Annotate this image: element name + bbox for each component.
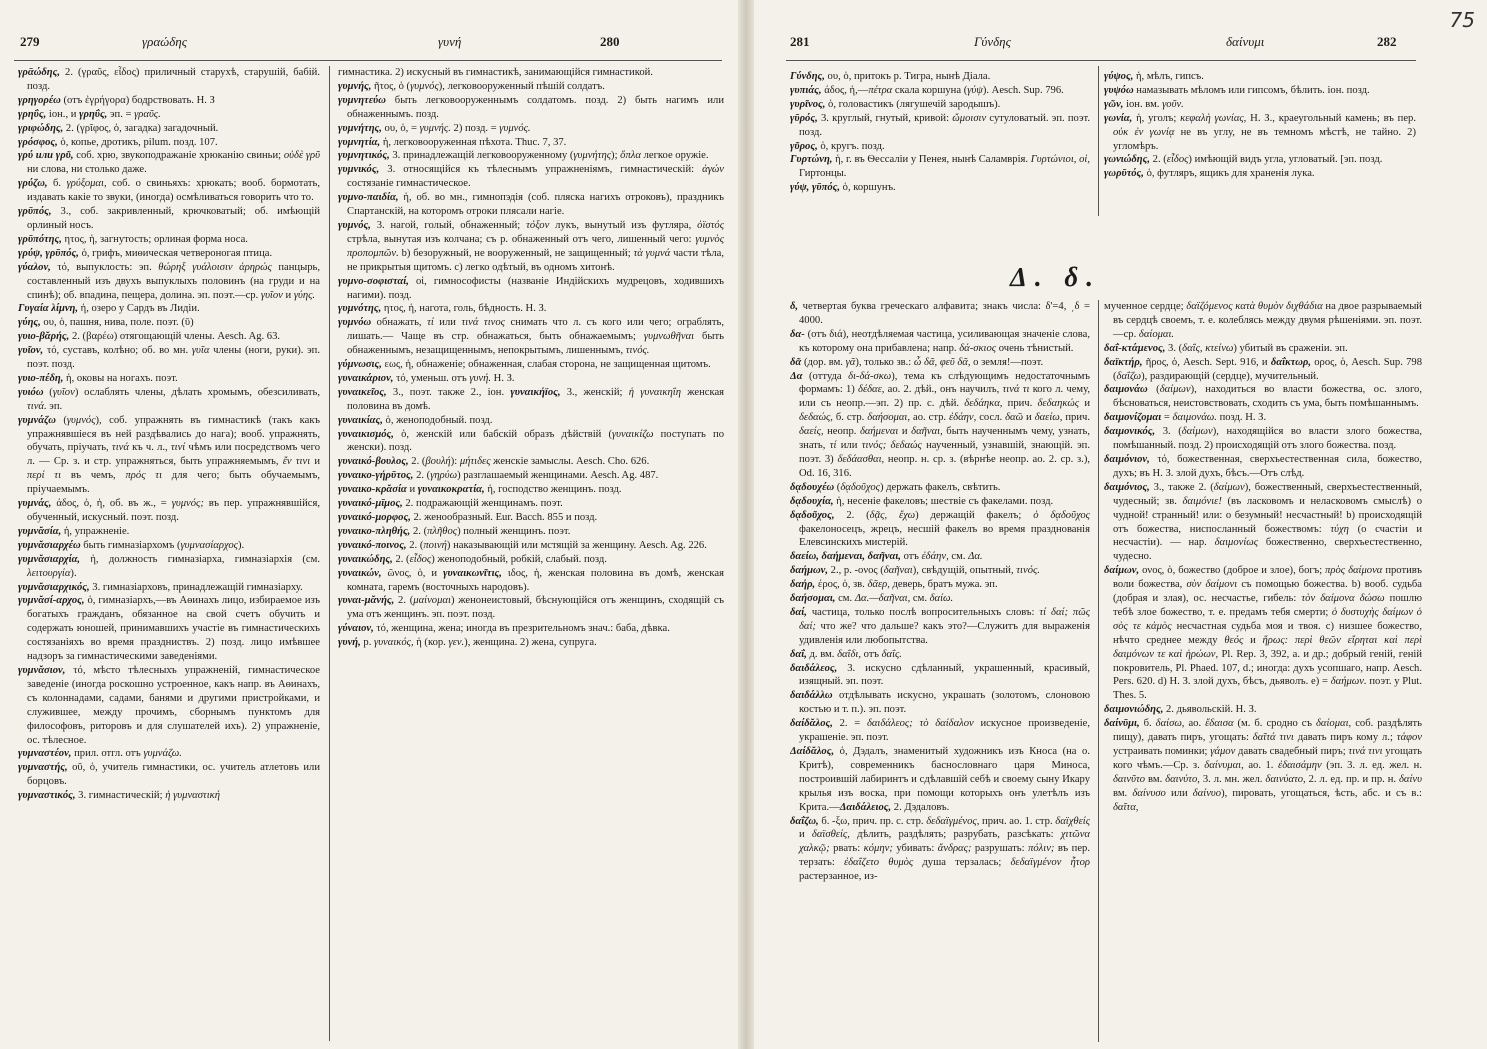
dictionary-entry: γυμναστής, οῦ, ὁ, учитель гимнастики, ос. учитель атлетовъ или борцовъ. bbox=[18, 762, 320, 788]
dictionary-entry: γυμνός, 3. нагой, голый, обнаженный; τόξον лукъ, вынутый изъ футляра, ὀϊστός стрѣла, вынутая изъ колчана; съ р. обнаженный отъ чего, лишенный чего: γυμνὸς προπομπῶν. b) безоружный, не вооруженный, не защищенный; τὰ γυμνά части тѣла, не прикрытыя щитомъ. c) легко одѣтый, въ одномъ хитонѣ. bbox=[338, 219, 724, 273]
dictionary-entry: Δαίδᾰλος, ὁ, Дэдалъ, знаменитый художникъ изъ Кноса (на о. Критѣ), современникъ баснословнаго царя Миноса, построившій лабиринтъ и сдѣлавшій себѣ и своему сыну Икару крылья изъ воска, при помощи которыхъ онъ улетѣлъ изъ Крита.—Δαιδάλειος, 2. Дэдаловъ. bbox=[790, 746, 1090, 813]
dictionary-entry: δαιδάλλω отдѣлывать искусно, украшать (золотомъ, слоновою костью и т. п.). эп. поэт. bbox=[790, 690, 1090, 716]
dictionary-entry: δαϊκτήρ, ῆρος, ὁ, Aesch. Sept. 916, и δαΐκτωρ, ορος, ὁ, Aesch. Sup. 798 (δαΐζω), раздирающій (сердце), мучительный. bbox=[1104, 356, 1422, 382]
dictionary-entry: δᾳδουχία, ἡ, несеніе факеловъ; шествіе съ факелами. позд. bbox=[790, 495, 1054, 507]
header-rule bbox=[786, 60, 1416, 61]
dictionary-entry: γυμνᾰσία, ἡ, упражненіе. bbox=[18, 525, 130, 537]
dictionary-entry: γυναικο-γήρῡτος, 2. (γηρύω) разглашаемый женщинами. Aesch. Ag. 487. bbox=[338, 470, 659, 482]
dictionary-entry: Δα (оттуда δι-δά-σκω), тема къ слѣдующимъ недостаточнымъ формамъ: 1) δέδαε, ао. 2. дѣй., онъ научилъ, τινά τι кого л. чему, или съ неопр.—эп. 2) пр. с. дѣй. δεδάηκα, прич. δεδαηκώς и δεδαώς, б. стр. δαήσομαι, ао. стр. ἐδάην, сосл. δαῶ и δαείω, прич. δαείς, неопр. δαήμεναι и δαῆναι, быть наученнымъ чему, узнать, знать, τί или τινός; δεδαώς наученный, узнавшій, знающій. эп. поэт. 3) δεδάασθαι, неопр. н. ср. з. (вѣрнѣе неопр. ао. 2. ср. з.), Od. 16, 316. bbox=[790, 370, 1090, 479]
dictionary-entry: δαίμων, ονος, ὁ, божество (доброе и злое), богъ; πρὸς δαίμονα противъ воли божества, σὺν δαίμονι съ помощью божества. b) вооб. судьба (добрая и злая), ос. несчастье, гибель: τὸν δαίμονα δώσω пошлю тебѣ злое божество, т. е. предамъ тебя смерти; ὁ δυστυχὴς δαίμων ὁ σὸς τε κἀμὸς несчастная судьба моя и твоя. c) низшее божество, нѣчто среднее между θεός и ἥρως: περὶ θεῶν εἴρηται καὶ περὶ δαιμόνων τε καὶ ἡρώων, Pl. Rep. 3, 392, a. и др.; добрый геній, геній покровитель, Pl. Phaed. 107, d.; иногда: духъ усопшаго, напр. Aesch. Pers. 620. d) Н. З. злой духъ, бѣсъ, дьяволъ. e) = δαήμων. поэт. у Plut. Thes. 5. bbox=[1104, 565, 1422, 702]
left-page bbox=[0, 0, 740, 1049]
left-page-column-2 bbox=[338, 66, 724, 1046]
dictionary-entry: γυμνητεύω быть легковооруженнымъ солдатомъ. позд. 2) быть нагимъ или обнаженнымъ. позд. bbox=[338, 94, 724, 120]
dictionary-entry: γρῡπότης, ητος, ἡ, загнутость; орлиная форма носа. bbox=[18, 233, 248, 245]
dictionary-entry: γυναικισμός, ὁ, женскій или бабскій образъ дѣйствій (γυναικίζω поступать по женски). позд. bbox=[338, 428, 724, 454]
dictionary-entry: γυμνᾰσί-αρχος, ὁ, гимназіархъ,—въ Аѳинахъ лицо, избираемое изъ богатыхъ гражданъ, обязанное на свой счетъ обучить и содержать юношей, принимавшихъ участіе въ гимнастическихъ состязаніяхъ во время праздниствъ. 2) позд. лицо имѣвшее надзоръ за гимнастическими заведеніями. bbox=[18, 595, 320, 663]
dictionary-entry: γυιο-πέδη, ἡ, оковы на ногахъ. поэт. bbox=[18, 372, 178, 384]
dictionary-entry: δᾳδουχέω (δᾳδοῦχος) держать факелъ, свѣтить. bbox=[790, 481, 1001, 493]
dictionary-entry: γύαλον, τό, выпуклость: эп. θώρηξ γυάλοισιν ἀρηρώς панцырь, составленный изъ двухъ выпуклыхъ половинъ (на груди и на спинѣ); об. впадина, пещера, долина. эп. поэт.—ср. γυῖον и γύης. bbox=[18, 261, 320, 301]
dictionary-entry: мученное сердце; δαϊζόμενος κατὰ θυμὸν διχθάδια на двое разрываемый въ сердцѣ своемъ, т. е. колеблясь между двумя рѣшеніями. эп. поэт.—ср. δαίομαι. bbox=[1104, 301, 1422, 340]
dictionary-entry: γύναιον, τό, женщина, жена; иногда въ презрительномъ знач.: баба, дѣвка. bbox=[338, 623, 670, 635]
dictionary-entry: γυμνᾰσιαρχέω быть гимназіархомъ (γυμνασίαρχος). bbox=[18, 539, 245, 551]
dictionary-entry: γυναικο-κρᾰσία и γυναικοκρατία, ἡ, господство женщинъ. позд. bbox=[338, 484, 622, 496]
dictionary-entry: γρηΰς, іон., и γρηΰς, эп. = γραῦς. bbox=[18, 108, 161, 120]
dictionary-entry: γῶν, іон. вм. γοῦν. bbox=[1104, 98, 1184, 110]
dictionary-entry: гимнастика. 2) искусный въ гимнастикѣ, занимающійся гимнастикой. bbox=[338, 67, 653, 78]
dictionary-entry: γυμναστικός, 3. гимнастическій; ἡ γυμναστική bbox=[18, 790, 221, 802]
section-letter-delta: Δ. δ. bbox=[1010, 262, 1102, 292]
dictionary-entry: δαιμόνιος, 3., также 2. (δαίμων), божественный, сверхъестественный, чудесный; зв. δαιμόνιε! (въ ласковомъ и неласковомъ смыслѣ) о чудной! странный! или: о безумный! несчастный! b) происходящій отъ божества, ниспосланный божествомъ: τύχη (о счастіи и несчастіи). — нар. δαιμονίως божественно, сверхъестественно, чудесно. bbox=[1104, 481, 1422, 563]
dictionary-entry: γωνιώδης, 2. (εἶδος) имѣющій видъ угла, угловатый. [эп. позд. bbox=[1104, 154, 1383, 166]
dictionary-entry: γυμνητία, ἡ, легковооруженная пѣхота. Thuc. 7, 37. bbox=[338, 136, 567, 148]
dictionary-entry: γωνία, ἡ, уголъ; κεφαλὴ γωνίας, Н. З., краеугольный камень; въ пер. οὐκ ἐν γωνίᾳ не въ углу, не въ темномъ мѣстѣ, не тайно. 2) угломѣръ. bbox=[1104, 112, 1416, 152]
dictionary-entry: γυναικό-μορφος, 2. женообразный. Eur. Bacch. 855 и позд. bbox=[338, 512, 598, 523]
dictionary-entry: Γύνδης, ου, ὁ, притокъ р. Тигра, нынѣ Діала. bbox=[790, 71, 991, 82]
dictionary-entry: γρῡπός, 3., соб. закривленный, крючковатый; об. имѣющій орлиный носъ. bbox=[18, 206, 320, 231]
dictionary-entry: Γυγαία λίμνη, ἡ, озеро у Сардъ въ Лидіи. bbox=[18, 303, 200, 315]
left-page-column-1 bbox=[18, 66, 320, 1046]
dictionary-entry: γυμνότης, ητος, ἡ, нагота, голь, бѣдность. Н. З. bbox=[338, 303, 547, 315]
dictionary-entry: γύης, ου, ὁ, пашня, нива, поле. поэт. (ῡ) bbox=[18, 317, 194, 329]
dictionary-entry: δαί, частица, только послѣ вопросительныхъ словъ: τί δαί; πῶς δαί; что же? что дальше? какъ это?—Служитъ для выраженія удивленія или любопытства. bbox=[790, 606, 1090, 646]
running-head-right: δαίνυμι bbox=[1226, 34, 1265, 49]
right-page-top-column-1 bbox=[790, 70, 1090, 215]
dictionary-entry: δαιμονιώδης, 2. дьявольскій. Н. З. bbox=[1104, 704, 1257, 716]
page-number-279: 279 bbox=[20, 34, 40, 49]
dictionary-entry: γυμνής, ῆτος, ὁ (γυμνός), легковооруженный пѣшій солдатъ. bbox=[338, 80, 605, 92]
dictionary-entry: γυμναστέον, прил. отгл. отъ γυμνάζω. bbox=[18, 748, 182, 760]
dictionary-entry: γυμνήτης, ου, ὁ, = γυμνής. 2) позд. = γυμνός. bbox=[338, 122, 531, 134]
dictionary-entry: γυναικίας, ὁ, женоподобный. позд. bbox=[338, 414, 493, 426]
dictionary-entry: γυμνο-παιδία, ἡ, об. во мн., гимнопэдія (соб. пляска нагихъ отроковъ), праздникъ Спартанскій, на которомъ отроки плясали нагіе. bbox=[338, 192, 724, 218]
dictionary-entry: δαίνῡμι, б. δαίσω, ао. ἔδαισα (м. б. сродно съ δαίομαι, соб. раздѣлять пищу), давать пиръ, угощать: δαῖτά τινι давать пиръ кому л.; τάφον устраивать поминки; γάμον давать свадебный пиръ; τινά τινι угощать кого чѣмъ.—Ср. з. δαίνυμαι, ао. 1. ἐδαισάμην (эп. 3. л. ед. жел. н. δαινῦτο вм. δαινύτο, 3. л. мн. жел. δαινύατο, 2. л. ед. пр. и пр. н. δαίνυ вм. δαίνυσο или δαίνυο), пировать, угощаться, ѣсть, абс. и съ в.: δαῖτα, bbox=[1104, 718, 1422, 813]
dictionary-entry: γυμνάζω (γυμνός), соб. упражнять въ гимнастикѣ (такъ какъ упражнявшіеся въ ней раздѣвались до нага); вооб. упражнять, обучать, пріучать, τινά къ ч. л., τινί чѣмъ или посредствомъ чего л. — Ср. з. и стр. упражняться, быть упражняемымъ, ἔν τινι и περί τι въ чемъ, πρός τι для чего; быть обучаемымъ, пріучаемымъ. bbox=[18, 414, 320, 496]
dictionary-entry: γυμνο-σοφισταί, οἱ, гимнософисты (названіе Индійскихъ мудрецовъ, ходившихъ нагими). позд. bbox=[338, 275, 724, 301]
page-number-281: 281 bbox=[790, 34, 810, 49]
dictionary-entry: δαήσομαι, см. Δα.—δαῆναι, см. δαίω. bbox=[790, 593, 954, 605]
dictionary-entry: δαίδᾰλος, 2. = δαιδάλεος; τὸ δαίδαλον искусное произведеніе, украшеніе. эп. поэт. bbox=[790, 718, 1090, 744]
dictionary-entry: δαΐ, д. вм. δαΐδι, отъ δαΐς. bbox=[790, 648, 902, 660]
dictionary-entry: γρύζω, б. γρύξομαι, соб. о свиньяхъ: хрюкать; вооб. бормотать, издавать какіе то звуки, (иногда) осмѣливаться говорить что то. bbox=[18, 178, 320, 204]
dictionary-entry: δαΐζω, б. -ξω, прич. пр. с. стр. δεδαϊγμένος, прич. ао. 1. стр. δαϊχθείς и δαϊσθείς, дѣлить, раздѣлять; разрубать, разсѣкать: χιτῶνα χαλκῷ; рвать: κόμην; убивать: ἄνδρας; разрушать: πόλιν; въ пер. терзать: ἐδαΐζετο θυμὸς душа терзалась; δεδαϊγμένον ἦτορ растерзанное, из- bbox=[790, 815, 1090, 883]
running-head-right: γυνή bbox=[438, 34, 462, 49]
dictionary-entry: γρηγορέω (отъ ἐγρήγορα) бодрствовать. Н. З bbox=[18, 94, 215, 106]
dictionary-entry: γυναικό-ποινος, 2. (ποινή) наказывающій или мстящій за женщину. Aesch. Ag. 226. bbox=[338, 539, 707, 551]
dictionary-entry: δαιμόνιον, τό, божественная, сверхъестественная сила, божество, духъ; въ Н. З. злой духъ, бѣсъ.—Отъ слѣд. bbox=[1104, 453, 1422, 479]
dictionary-entry: γυμνάς, άδος, ὁ, ἡ, об. въ ж., = γυμνός; въ пер. упражнявшійся, обученный, искусный. поэт. позд. bbox=[18, 498, 320, 523]
dictionary-entry: δᾶ (дор. вм. γᾶ), только зв.: ὦ δᾶ, φεῦ δᾶ, о земля!—поэт. bbox=[790, 356, 1044, 368]
dictionary-entry: γυμνικός, 3. относящійся къ тѣлеснымъ упражненіямъ, гимнастическій: ἀγών состязаніе гимнастическое. bbox=[338, 164, 724, 190]
column-divider bbox=[1098, 66, 1099, 216]
column-divider bbox=[329, 66, 330, 1041]
dictionary-entry: γυιόω (γυῖον) ослаблять члены, дѣлать хромымъ, обезсиливать, τινά. эп. bbox=[18, 386, 320, 412]
dictionary-entry: δαιμονικός, 3. (δαίμων), находящійся во власти злого божества, помѣшанный. позд. 2) происходящій отъ злого божества. позд. bbox=[1104, 426, 1422, 452]
dictionary-entry: γυμνόω обнажать, τί или τινά τινος снимать что л. съ кого или чего; ограблять, лишать.— Чаще въ стр. обнажаться, быть обнажаемымъ; γυμνωθῆναι быть обнаженнымъ, незащищеннымъ, непокрытымъ, лишеннымъ, τινός. bbox=[338, 317, 724, 357]
dictionary-entry: γυναικο-πληθής, 2. (πλῆθος) полный женщинъ. поэт. bbox=[338, 525, 571, 537]
running-head-left: γραώδης bbox=[142, 34, 188, 49]
dictionary-entry: δαΐ-κτάμενος, 3. (δαΐς, κτείνω) убитый въ сраженіи. эп. bbox=[1104, 342, 1348, 354]
right-page bbox=[752, 0, 1487, 1049]
dictionary-entry: γύψ, γῡπός, ὁ, коршунъ. bbox=[790, 182, 896, 194]
dictionary-entry: γυναικών, ῶνος, ὁ, и γυναικωνῖτις, ιδος, ἡ, женская половина въ домѣ, женская комната, гаремъ (восточныхъ народовъ). bbox=[338, 567, 724, 593]
dictionary-entry: γυναικώδης, 2. (εἶδος) женоподобный, робкій, слабый. позд. bbox=[338, 553, 607, 565]
dictionary-entry: δαήρ, έρος, ὁ, зв. δᾶερ, деверь, братъ мужа. эп. bbox=[790, 579, 998, 591]
right-page-column-1 bbox=[790, 300, 1090, 1046]
page-number-280: 280 bbox=[600, 34, 620, 49]
page-number-282: 282 bbox=[1377, 34, 1397, 49]
dictionary-entry: γρύψ, γρῡπός, ὁ, грифъ, миѳическая четвероногая птица. bbox=[18, 247, 273, 259]
column-divider bbox=[1098, 300, 1099, 1042]
dictionary-entry: δα- (отъ διά), неотдѣляемая частица, усиливающая значеніе слова, къ которому она прибавлена; напр. δά-σκιος очень тѣнистый. bbox=[790, 328, 1090, 354]
running-head-left: Γύνδης bbox=[974, 34, 1011, 49]
dictionary-entry: γυναικό-μῑμος, 2. подражающій женщинамъ. поэт. bbox=[338, 498, 563, 510]
dictionary-entry: γυμνᾰσιαρχία, ἡ, должность гимназіарха, гимназіархія (см. λειτουργία). bbox=[18, 553, 320, 579]
dictionary-entry: γῡρός, 3. круглый, гнутый, кривой: ὤμοισιν сутуловатый. эп. поэт. позд. bbox=[790, 112, 1090, 138]
dictionary-entry: γυναικεῖος, 3., поэт. также 2., іон. γυναικήϊος, 3., женскій; ἡ γυναικηΐη женская половина въ домѣ. bbox=[338, 386, 724, 412]
right-page-column-2 bbox=[1104, 300, 1422, 1046]
dictionary-entry: γυπιάς, άδος, ἡ,—πέτρα скала коршуна (γύψ). Aesch. Sup. 796. bbox=[790, 84, 1064, 96]
header-rule bbox=[14, 60, 722, 61]
dictionary-entry: γυρῖνος, ὁ, головастикъ (лягушечій зародышъ). bbox=[790, 98, 1001, 110]
dictionary-entry: γυῖον, τό, суставъ, колѣно; об. во мн. γυῖα члены (ноги, руки). эп. поэт. позд. bbox=[18, 345, 320, 371]
dictionary-entry: γυψόω намазывать мѣломъ или гипсомъ, бѣлить. іон. позд. bbox=[1104, 84, 1370, 96]
dictionary-entry: δαήμων, 2., р. -ονος (δαῆναι), свѣдущій, опытный, τινός. bbox=[790, 565, 1040, 577]
handwritten-page-mark: 75 bbox=[1449, 8, 1475, 32]
dictionary-entry: γωρῡτός, ὁ, футляръ, ящикъ для храненія лука. bbox=[1104, 168, 1315, 180]
dictionary-entry: γυιο-βᾰρής, 2. (βαρέω) отягощающій члены. Aesch. Ag. 63. bbox=[18, 331, 281, 343]
dictionary-entry: δαείω, δαήμεναι, δαῆναι, отъ ἐδάην, см. Δα. bbox=[790, 551, 983, 563]
dictionary-entry: γυναι-μᾰνής, 2. (μαίνομαι) женонеистовый, бѣснующійся отъ женщинъ, сходящій съ ума отъ женщинъ. эп. поэт. позд. bbox=[338, 595, 724, 621]
dictionary-entry: γυμνητικός, 3. принадлежащій легковооруженному (γυμνήτης); ὅπλα легкое оружіе. bbox=[338, 150, 709, 162]
dictionary-entry: γυμνᾰσιον, τό, мѣсто тѣлесныхъ упражненій, гимнастическое заведеніе (иногда роскошно устроенное, какъ напр. въ Аѳинахъ, съ колоннадами, садами, банями и другими пристройками, и служившее, между прочимъ, сборнымъ пунктомъ для философовъ, риторовъ и для слушателей ихъ). 2) упражненіе, ос. тѣлесное. bbox=[18, 664, 320, 746]
dictionary-entry: δαιδάλεος, 3. искусно сдѣланный, украшенный, красивый, изящный. эп. поэт. bbox=[790, 662, 1090, 688]
dictionary-entry: γρόσφος, ὁ, копье, дротикъ, pilum. позд. 107. bbox=[18, 136, 218, 148]
dictionary-entry: γύμνωσις, εως, ἡ, обнаженіе; обнаженная, слабая сторона, не защищенная щитомъ. bbox=[338, 359, 711, 371]
dictionary-entry: δαιμονάω (δαίμων), находиться во власти божества, ос. злого, бѣсноваться, неистовствовать, сходить съ ума, быть помѣшаннымъ. bbox=[1104, 384, 1422, 410]
dictionary-entry: γυναικό-βουλος, 2. (βουλή): μήτιδες женскіе замыслы. Aesch. Cho. 626. bbox=[338, 456, 650, 468]
dictionary-entry: γριφώδης, 2. (γρῖφος, ὁ, загадка) загадочный. bbox=[18, 122, 219, 134]
right-page-top-column-2 bbox=[1104, 70, 1416, 215]
dictionary-entry: γύψος, ἡ, мѣлъ, гипсъ. bbox=[1104, 71, 1204, 82]
dictionary-entry: γυναικάριον, τό, уменьш. отъ γυνή. Н. З. bbox=[338, 372, 515, 384]
dictionary-entry: γρᾱώδης, 2. (γραῦς, εἶδος) приличный старухѣ, старушій, бабій. позд. bbox=[18, 67, 320, 92]
dictionary-entry: Γυρτώνη, ἡ, г. въ Ѳессаліи у Пенея, нынѣ Саламврія. Γυρτώνιοι, οἱ, Гиртонцы. bbox=[790, 154, 1090, 180]
dictionary-entry: δᾳδοῦχος, 2. (δᾷς, ἔχω) держащій факелъ; ὁ δᾳδοῦχος факелоносецъ, жрецъ, несшій факелъ во время празднованія Елевсинскихъ мистерій. bbox=[790, 509, 1090, 549]
dictionary-entry: γρύ или γρῦ, соб. хрю, звукоподражаніе хрюканію свиньи; οὐδὲ γρῦ ни слова, ни столько даже. bbox=[18, 150, 320, 176]
dictionary-entry: δαιμονίζομαι = δαιμονάω. позд. Н. З. bbox=[1104, 412, 1267, 424]
dictionary-entry: γυνή, р. γυναικός, ἡ (кор. γεν.), женщина. 2) жена, супруга. bbox=[338, 637, 597, 649]
dictionary-entry: γῦρος, ὁ, кругъ. позд. bbox=[790, 140, 885, 152]
dictionary-entry: γυμνᾰσιαρχικός, 3. гимназіарховъ, принадлежащій гимназіарху. bbox=[18, 581, 303, 593]
dictionary-entry: δ, четвертая буква греческаго алфавита; знакъ числа: δ'=4, ͵δ = 4000. bbox=[790, 301, 1090, 326]
